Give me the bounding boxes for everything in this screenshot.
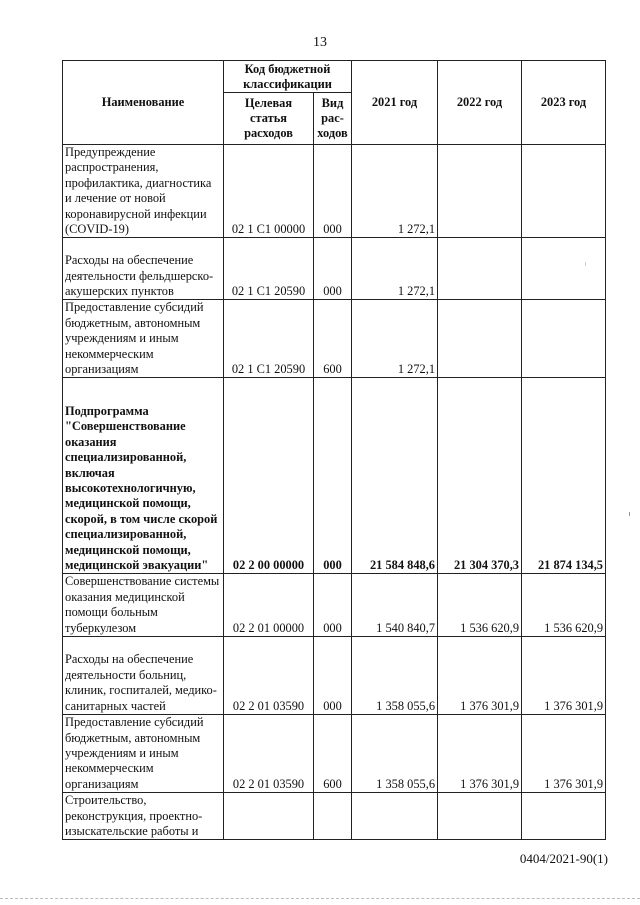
row-amount-2021: 1 272,1: [352, 145, 438, 238]
row-amount-2023: 1 536 620,9: [522, 574, 606, 637]
row-amount-2023: [522, 238, 606, 300]
row-amount-2021: 1 540 840,7: [352, 574, 438, 637]
row-amount-2021: 1 272,1: [352, 238, 438, 300]
header-code-group: Код бюджетной классификации: [224, 61, 352, 93]
header-target: Целевая статья расходов: [224, 93, 314, 145]
row-amount-2022: [438, 300, 522, 378]
row-amount-2021: 1 358 055,6: [352, 715, 438, 793]
row-target-code: 02 1 С1 20590: [224, 238, 314, 300]
row-name: Подпрограмма "Совершенствование оказания специализированной, включая высокотехнологичную, медицинской помощи, скорой, в том числе скорой специализированной, медицинской помощи, медицинской эвакуации": [63, 378, 224, 574]
row-name: Предоставление субсидий бюджетным, автономным учреждениям и иным некоммерческим организациям: [63, 715, 224, 793]
scan-speck: [629, 512, 630, 516]
row-amount-2022: 1 536 620,9: [438, 574, 522, 637]
page-number: 13: [313, 35, 327, 50]
header-2022: 2022 год: [438, 61, 522, 145]
header-type: Вид рас-ходов: [314, 93, 352, 145]
table-row: [63, 715, 606, 793]
row-amount-2023: [522, 300, 606, 378]
header-2021: 2021 год: [352, 61, 438, 145]
table-row: [63, 145, 606, 238]
row-target-code: 02 2 01 03590: [224, 715, 314, 793]
row-name: Строительство, реконструкция, проектно-изыскательские работы и: [63, 793, 224, 840]
row-expense-type: 600: [314, 715, 352, 793]
row-expense-type: 000: [314, 637, 352, 715]
row-target-code: 02 2 01 00000: [224, 574, 314, 637]
row-amount-2021: 1 272,1: [352, 300, 438, 378]
row-target-code: 02 1 С1 20590: [224, 300, 314, 378]
row-amount-2021: 1 358 055,6: [352, 637, 438, 715]
budget-table: [62, 60, 606, 840]
table-row: [63, 793, 606, 840]
row-amount-2022: 1 376 301,9: [438, 637, 522, 715]
scan-edge-line: [0, 898, 640, 899]
row-target-code: 02 1 С1 00000: [224, 145, 314, 238]
header-name: Наименование: [63, 61, 224, 145]
header-2023: 2023 год: [522, 61, 606, 145]
row-amount-2021: [352, 793, 438, 840]
row-expense-type: 000: [314, 378, 352, 574]
row-amount-2022: 1 376 301,9: [438, 715, 522, 793]
row-amount-2021: 21 584 848,6: [352, 378, 438, 574]
row-name: Совершенствование системы оказания медицинской помощи больным туберкулезом: [63, 574, 224, 637]
row-amount-2023: [522, 145, 606, 238]
document-number: 0404/2021-90(1): [519, 851, 608, 866]
row-target-code: 02 2 00 00000: [224, 378, 314, 574]
table-row: [63, 238, 606, 300]
row-name: Предоставление субсидий бюджетным, автономным учреждениям и иным некоммерческим организациям: [63, 300, 224, 378]
table-row: [63, 637, 606, 715]
scan-speck: [585, 262, 586, 266]
row-name: Расходы на обеспечение деятельности фельдшерско-акушерских пунктов: [63, 238, 224, 300]
row-target-code: 02 2 01 03590: [224, 637, 314, 715]
row-expense-type: 000: [314, 574, 352, 637]
row-expense-type: 000: [314, 145, 352, 238]
row-amount-2022: [438, 145, 522, 238]
row-amount-2023: 1 376 301,9: [522, 637, 606, 715]
row-expense-type: 000: [314, 238, 352, 300]
table-row: [63, 574, 606, 637]
row-name: Расходы на обеспечение деятельности больниц, клиник, госпиталей, медико-санитарных частей: [63, 637, 224, 715]
row-amount-2022: 21 304 370,3: [438, 378, 522, 574]
row-amount-2023: [522, 793, 606, 840]
row-target-code: [224, 793, 314, 840]
row-amount-2023: 1 376 301,9: [522, 715, 606, 793]
row-amount-2022: [438, 793, 522, 840]
row-expense-type: [314, 793, 352, 840]
row-amount-2023: 21 874 134,5: [522, 378, 606, 574]
row-expense-type: 600: [314, 300, 352, 378]
table-row: [63, 378, 606, 574]
table-row: [63, 300, 606, 378]
row-name: Предупреждение распространения, профилактика, диагностика и лечение от новой коронавирусной инфекции (COVID-19): [63, 145, 224, 238]
row-amount-2022: [438, 238, 522, 300]
